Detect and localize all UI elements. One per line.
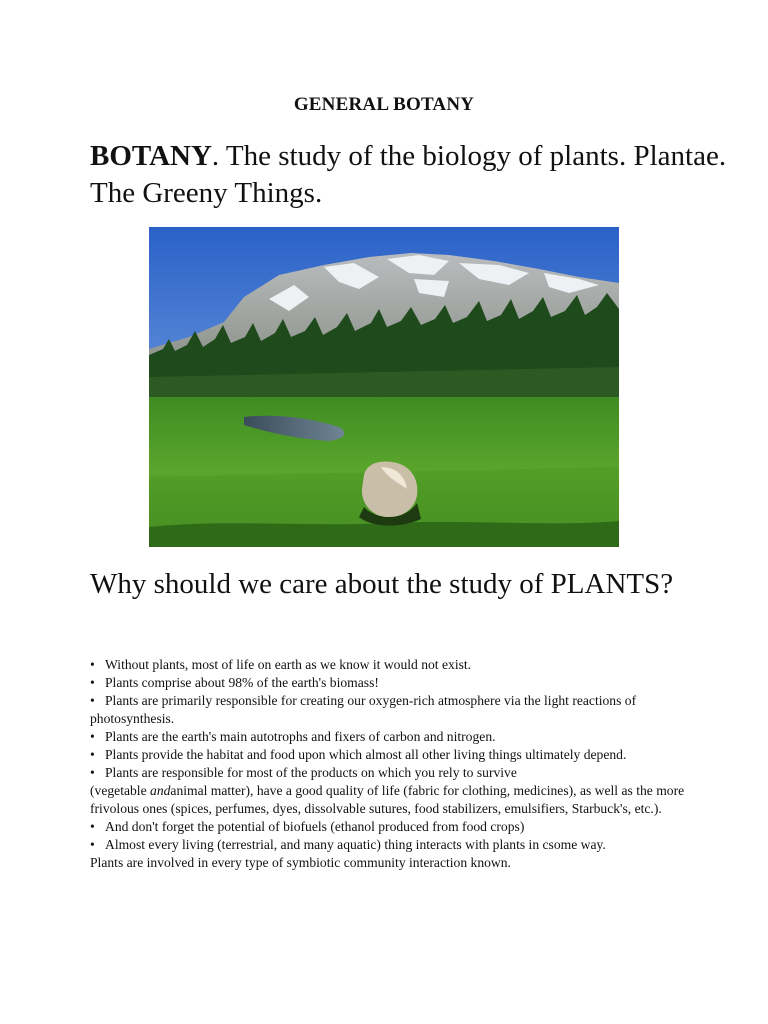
bullet-glyph: •: [90, 657, 95, 672]
bullet-glyph: •: [90, 693, 95, 708]
continuation-after: animal matter), have a good quality of life (fabric for clothing, medicines), as well as the more frivolous ones (spices, perfumes, dyes, dissolvable sutures, food stabilizers, emulsifiers, Starbuck's, etc.).: [90, 783, 685, 816]
list-item: [90, 818, 690, 836]
bullet-glyph: •: [90, 729, 95, 744]
list-item-text: Plants are primarily responsible for creating our oxygen-rich atmosphere via the light reactions of photosynthesis.: [90, 693, 637, 726]
list-item: [90, 746, 690, 764]
mountain-meadow-photo: [149, 227, 619, 547]
list-item-text: Plants comprise about 98% of the earth's biomass!: [105, 675, 379, 690]
list-item: [90, 674, 690, 692]
list-item-text: Plants are responsible for most of the products on which you rely to survive: [105, 765, 517, 780]
list-item: [90, 764, 690, 818]
section-heading: Why should we care about the study of PLANTS?: [90, 568, 674, 600]
document-title: GENERAL BOTANY: [293, 94, 475, 115]
continuation-before: (vegetable: [90, 783, 151, 798]
continuation-emphasis: and: [150, 783, 171, 798]
intro-term: BOTANY: [90, 140, 212, 172]
bullet-glyph: •: [90, 747, 95, 762]
reasons-list: [90, 656, 690, 872]
list-item-text: Almost every living (terrestrial, and many aquatic) thing interacts with plants in csome way.: [105, 837, 606, 852]
bullet-glyph: •: [90, 675, 95, 690]
closing-line: Plants are involved in every type of symbiotic community interaction known.: [90, 855, 511, 870]
list-item-text: Without plants, most of life on earth as we know it would not exist.: [105, 657, 472, 672]
bullet-glyph: •: [90, 765, 95, 780]
list-item: [90, 728, 690, 746]
list-item: [90, 656, 690, 674]
list-item-text: Plants are the earth's main autotrophs and fixers of carbon and nitrogen.: [105, 729, 496, 744]
bullet-glyph: •: [90, 837, 95, 852]
list-item-text: Plants provide the habitat and food upon which almost all other living things ultimately depend.: [105, 747, 627, 762]
intro-heading: [90, 138, 730, 212]
bullet-glyph: •: [90, 819, 95, 834]
list-item: [90, 836, 690, 872]
list-item-text: And don't forget the potential of biofuels (ethanol produced from food crops): [105, 819, 525, 834]
list-item: [90, 692, 690, 728]
intro-definition: . The study of the biology of plants. Plantae. The Greeny Things.: [90, 140, 727, 209]
